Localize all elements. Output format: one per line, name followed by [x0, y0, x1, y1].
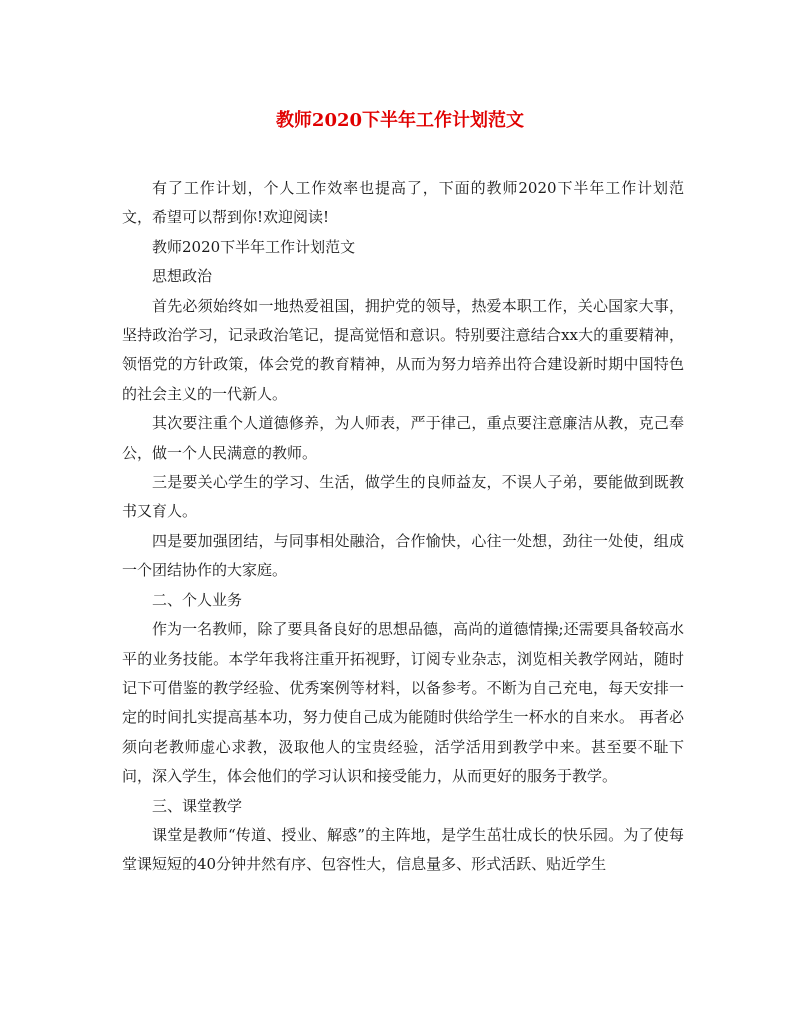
paragraph-second-point: 其次要注重个人道德修养，为人师表，严于律己，重点要注意廉洁从教，克己奉公，做一个人民满意的教师。 — [122, 414, 684, 462]
paragraph-third-point: 三是要关心学生的学习、生活，做学生的良师益友，不误人子弟，要能做到既教书又育人。 — [122, 473, 684, 521]
paragraph-fourth-point: 四是要加强团结，与同事相处融洽，合作愉快，心往一处想，劲往一处使，组成一个团结协作的大家庭。 — [122, 531, 684, 580]
paragraph-classroom-teaching: 课堂是教师“传道、授业、解惑”的主阵地，是学生茁壮成长的快乐园。为了使每堂课短短的40分钟井然有序、包容性大，信息量多、形式活跃、贴近学生 — [122, 825, 684, 874]
section-heading-personal-business: 二、个人业务 — [152, 590, 243, 609]
paragraph-personal-business: 作为一名教师，除了要具备良好的思想品德，高尚的道德情操;还需要具备较高水平的业务技能。本学年我将注重开拓视野，订阅专业杂志，浏览相关教学网站，随时记下可借鉴的教学经验、优秀案例等材料，以备参考。不断为自己充电，每天安排一定的时间扎实提高基本功，努力使自己成为能随时供给学生一杯水的自来水。 再者必须向老教师虚心求教，汲取他人的宝贵经验，活学活用到教学中来。甚至要不耻下问，深入学生，体会他们的学习认识和接受能力，从而更好的服务于教学。 — [122, 620, 684, 786]
section-heading-ideology: 思想政治 — [152, 267, 213, 286]
paragraph-intro: 有了工作计划，个人工作效率也提高了，下面的教师2020下半年工作计划范文，希望可以帮到你!欢迎阅读! — [122, 179, 684, 227]
paragraph-subtitle: 教师2020下半年工作计划范文 — [152, 237, 356, 256]
document-title: 教师2020下半年工作计划范文 — [275, 110, 525, 131]
document-body — [122, 174, 684, 880]
paragraph-first-point: 首先必须始终如一地热爱祖国，拥护党的领导，热爱本职工作，关心国家大事，坚持政治学习，记录政治笔记，提高觉悟和意识。特别要注意结合xx大的重要精神，领悟党的方针政策，体会党的教育精神，从而为努力培养出符合建设新时期中国特色的社会主义的一代新人。 — [122, 296, 684, 403]
section-heading-classroom-teaching: 三、课堂教学 — [152, 796, 243, 815]
